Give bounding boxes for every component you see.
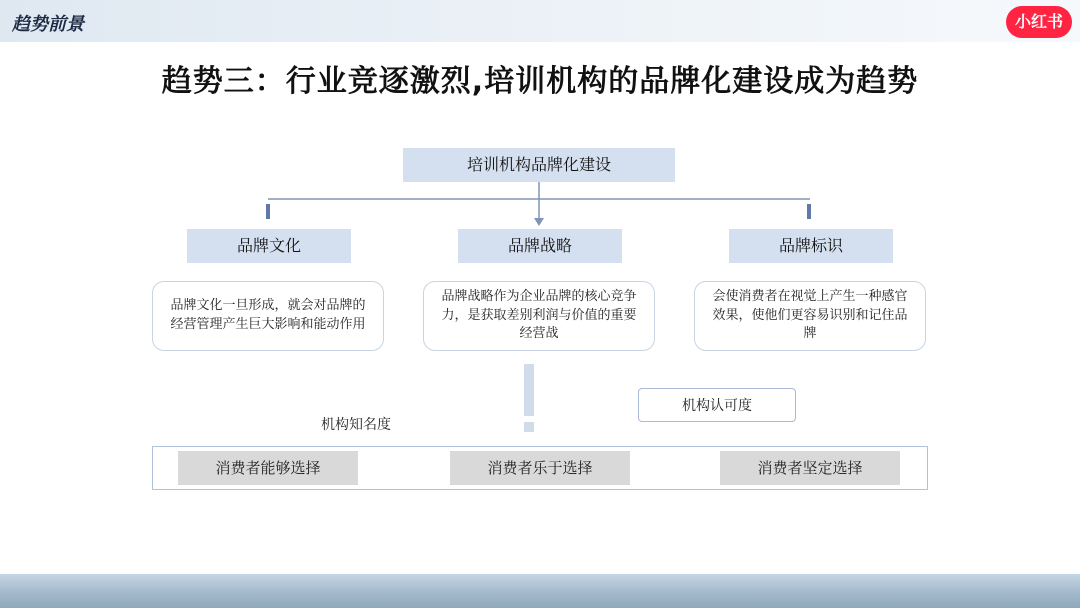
category-brand-culture: 品牌文化 <box>187 229 351 263</box>
desc-brand-culture: 品牌文化一旦形成，就会对品牌的经营管理产生巨大影响和能动作用 <box>152 281 384 351</box>
desc-brand-strategy: 品牌战略作为企业品牌的核心竞争力，是获取差别利润与价值的重要经营战 <box>423 281 655 351</box>
bottom-item-willing-choose: 消费者乐于选择 <box>450 451 630 485</box>
header-title: 趋势前景 <box>12 14 84 35</box>
bottom-item-firm-choose: 消费者坚定选择 <box>720 451 900 485</box>
label-awareness: 机构知名度 <box>321 417 391 433</box>
bottom-background <box>0 574 1080 608</box>
slide-title: 趋势三：行业竞逐激烈,培训机构的品牌化建设成为趋势 <box>161 64 919 99</box>
desc-brand-identity: 会使消费者在视觉上产生一种感官效果，使他们更容易识别和记住品牌 <box>694 281 926 351</box>
bottom-item-can-choose: 消费者能够选择 <box>178 451 358 485</box>
root-node: 培训机构品牌化建设 <box>403 148 675 182</box>
category-brand-identity: 品牌标识 <box>729 229 893 263</box>
xiaohongshu-logo: 小红书 <box>1006 6 1072 38</box>
label-recognition: 机构认可度 <box>638 388 796 422</box>
category-brand-strategy: 品牌战略 <box>458 229 622 263</box>
